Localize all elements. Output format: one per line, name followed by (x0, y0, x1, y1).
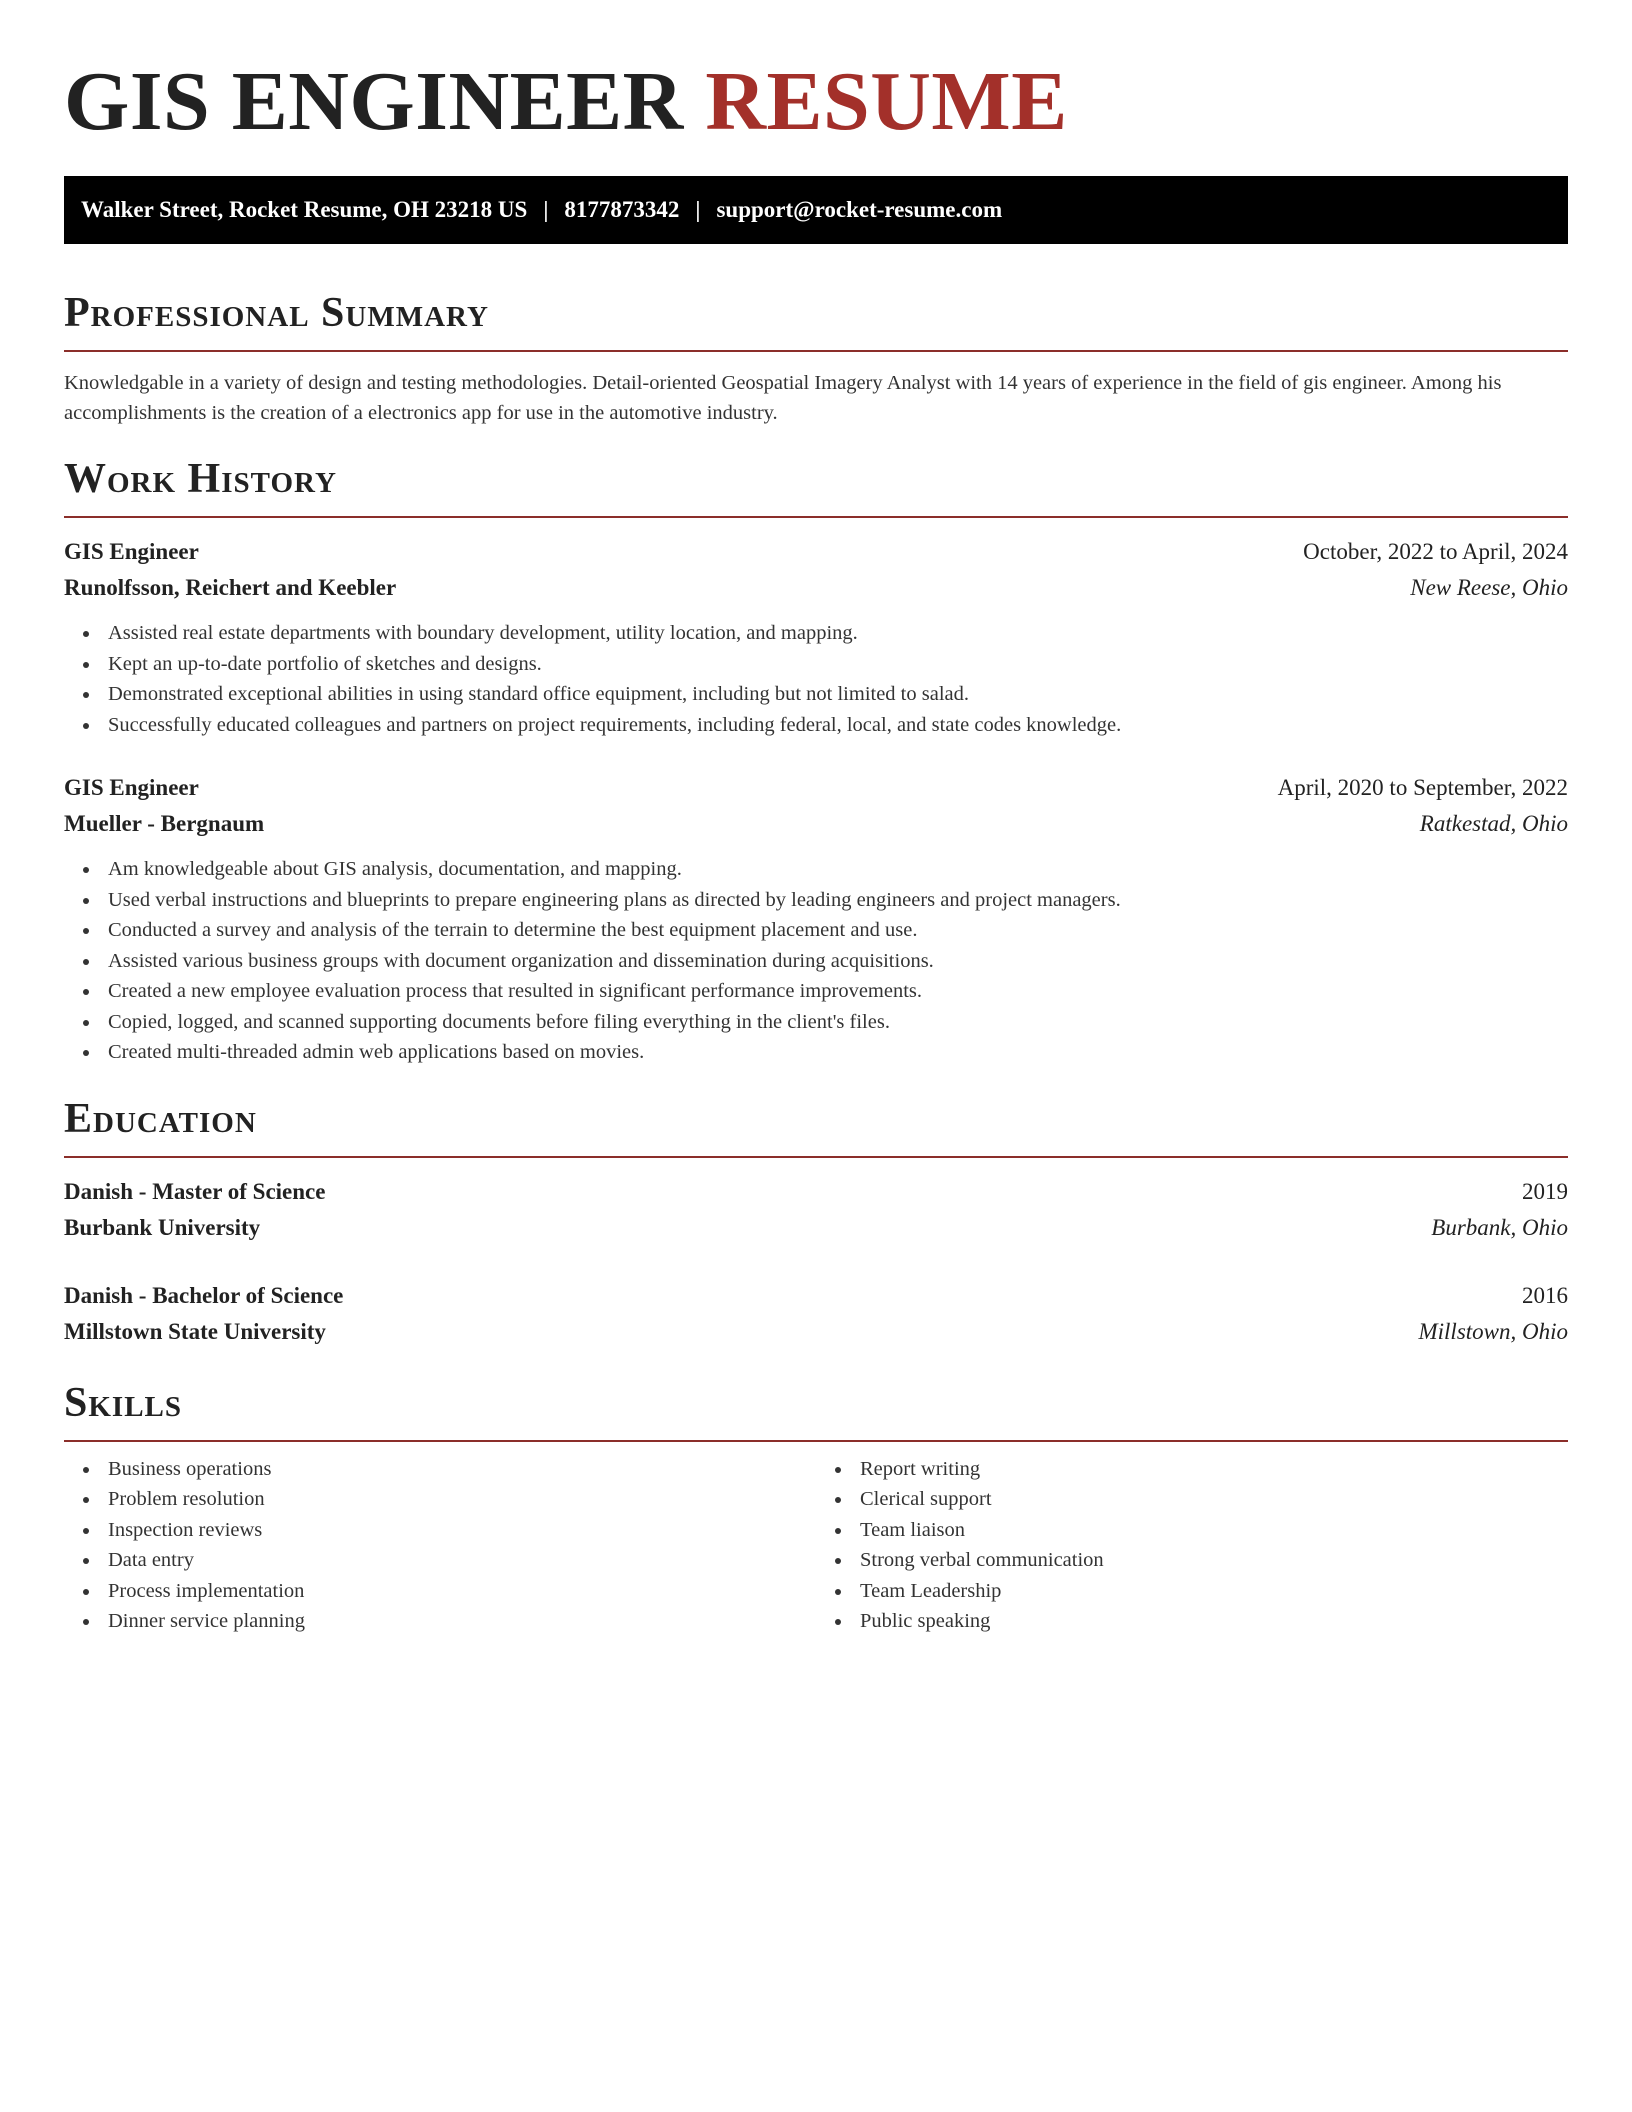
section-divider (64, 1156, 1568, 1158)
skill-item: Data entry (108, 1545, 816, 1576)
job-company-row (64, 806, 1568, 842)
job-dates: April, 2020 to September, 2022 (1277, 775, 1568, 800)
list-item: Assisted various business groups with document organization and dissemination during acquisitions. (108, 946, 1568, 977)
education-school: Burbank University (64, 1214, 261, 1240)
job-dates: October, 2022 to April, 2024 (1303, 539, 1568, 564)
skill-item: Business operations (108, 1454, 816, 1485)
contact-phone: 8177873342 (564, 197, 680, 222)
education-year: 2019 (1522, 1178, 1568, 1204)
education-header-row (64, 1278, 1568, 1314)
section-heading-summary: Professional Summary (64, 290, 489, 336)
education-school-row (64, 1210, 1568, 1246)
skill-item: Inspection reviews (108, 1515, 816, 1546)
list-item: Kept an up-to-date portfolio of sketches and designs. (108, 649, 1568, 680)
list-item: Conducted a survey and analysis of the terrain to determine the best equipment placement and use. (108, 915, 1568, 946)
list-item: Assisted real estate departments with boundary development, utility location, and mapping. (108, 618, 1568, 649)
resume-title (64, 0, 1568, 152)
skill-item: Team Leadership (860, 1576, 1568, 1607)
work-history-section (64, 454, 1568, 1068)
title-accent: RESUME (705, 55, 1068, 148)
job-company: Mueller - Bergnaum (64, 811, 265, 836)
section-heading-skills: Skills (64, 1379, 183, 1426)
skills-column-left (64, 1454, 816, 1637)
section-divider (64, 516, 1568, 518)
skills-grid (64, 1454, 1568, 1637)
title-main: GIS ENGINEER (64, 55, 684, 148)
job-company: Runolfsson, Reichert and Keebler (64, 575, 397, 600)
list-item: Successfully educated colleagues and partners on project requirements, including federal, local, and state codes knowledge. (108, 710, 1568, 741)
skill-item: Public speaking (860, 1606, 1568, 1637)
education-year: 2016 (1522, 1282, 1568, 1308)
contact-separator: | (543, 197, 549, 222)
education-entry (64, 1174, 1568, 1246)
section-divider (64, 1440, 1568, 1442)
list-item: Copied, logged, and scanned supporting documents before filing everything in the client's files. (108, 1007, 1568, 1038)
section-divider (64, 350, 1568, 352)
summary-section (64, 288, 1568, 428)
contact-email: support@rocket-resume.com (716, 197, 1003, 222)
list-item: Am knowledgeable about GIS analysis, documentation, and mapping. (108, 854, 1568, 885)
job-bullets (64, 854, 1568, 1068)
education-school-row (64, 1314, 1568, 1350)
contact-separator: | (695, 197, 701, 222)
contact-bar (64, 176, 1568, 244)
summary-text: Knowledgable in a variety of design and testing methodologies. Detail-oriented Geospatial Imagery Analyst with 14 years of experience in the field of gis engineer. Among his accomplishments is the creation of a electronics app for use in the automotive industry. (64, 372, 1502, 424)
skill-item: Report writing (860, 1454, 1568, 1485)
education-school: Millstown State University (64, 1318, 326, 1344)
section-heading-work-history: Work History (64, 456, 337, 502)
skill-item: Dinner service planning (108, 1606, 816, 1637)
education-location: Burbank, Ohio (1431, 1214, 1568, 1240)
education-degree: Danish - Bachelor of Science (64, 1282, 344, 1308)
job-company-row (64, 570, 1568, 606)
job-bullets (64, 618, 1568, 740)
job-location: Ratkestad, Ohio (1419, 811, 1568, 836)
education-degree: Danish - Master of Science (64, 1178, 326, 1204)
job-title: GIS Engineer (64, 539, 199, 564)
skills-column-right (816, 1454, 1568, 1637)
education-section (64, 1094, 1568, 1350)
job-header-row (64, 770, 1568, 806)
skill-item: Clerical support (860, 1484, 1568, 1515)
job-location: New Reese, Ohio (1410, 575, 1568, 600)
skill-item: Process implementation (108, 1576, 816, 1607)
list-item: Created multi-threaded admin web applications based on movies. (108, 1037, 1568, 1068)
job-entry (64, 534, 1568, 740)
education-header-row (64, 1174, 1568, 1210)
skill-item: Strong verbal communication (860, 1545, 1568, 1576)
section-heading-education: Education (64, 1095, 257, 1142)
skill-item: Team liaison (860, 1515, 1568, 1546)
education-entry (64, 1278, 1568, 1350)
job-title: GIS Engineer (64, 775, 199, 800)
education-location: Millstown, Ohio (1418, 1318, 1568, 1344)
contact-address: Walker Street, Rocket Resume, OH 23218 US (81, 197, 528, 222)
skills-section (64, 1378, 1568, 1637)
skill-item: Problem resolution (108, 1484, 816, 1515)
list-item: Used verbal instructions and blueprints to prepare engineering plans as directed by leading engineers and project managers. (108, 885, 1568, 916)
list-item: Demonstrated exceptional abilities in using standard office equipment, including but not limited to salad. (108, 679, 1568, 710)
job-header-row (64, 534, 1568, 570)
job-entry (64, 770, 1568, 1068)
list-item: Created a new employee evaluation process that resulted in significant performance improvements. (108, 976, 1568, 1007)
